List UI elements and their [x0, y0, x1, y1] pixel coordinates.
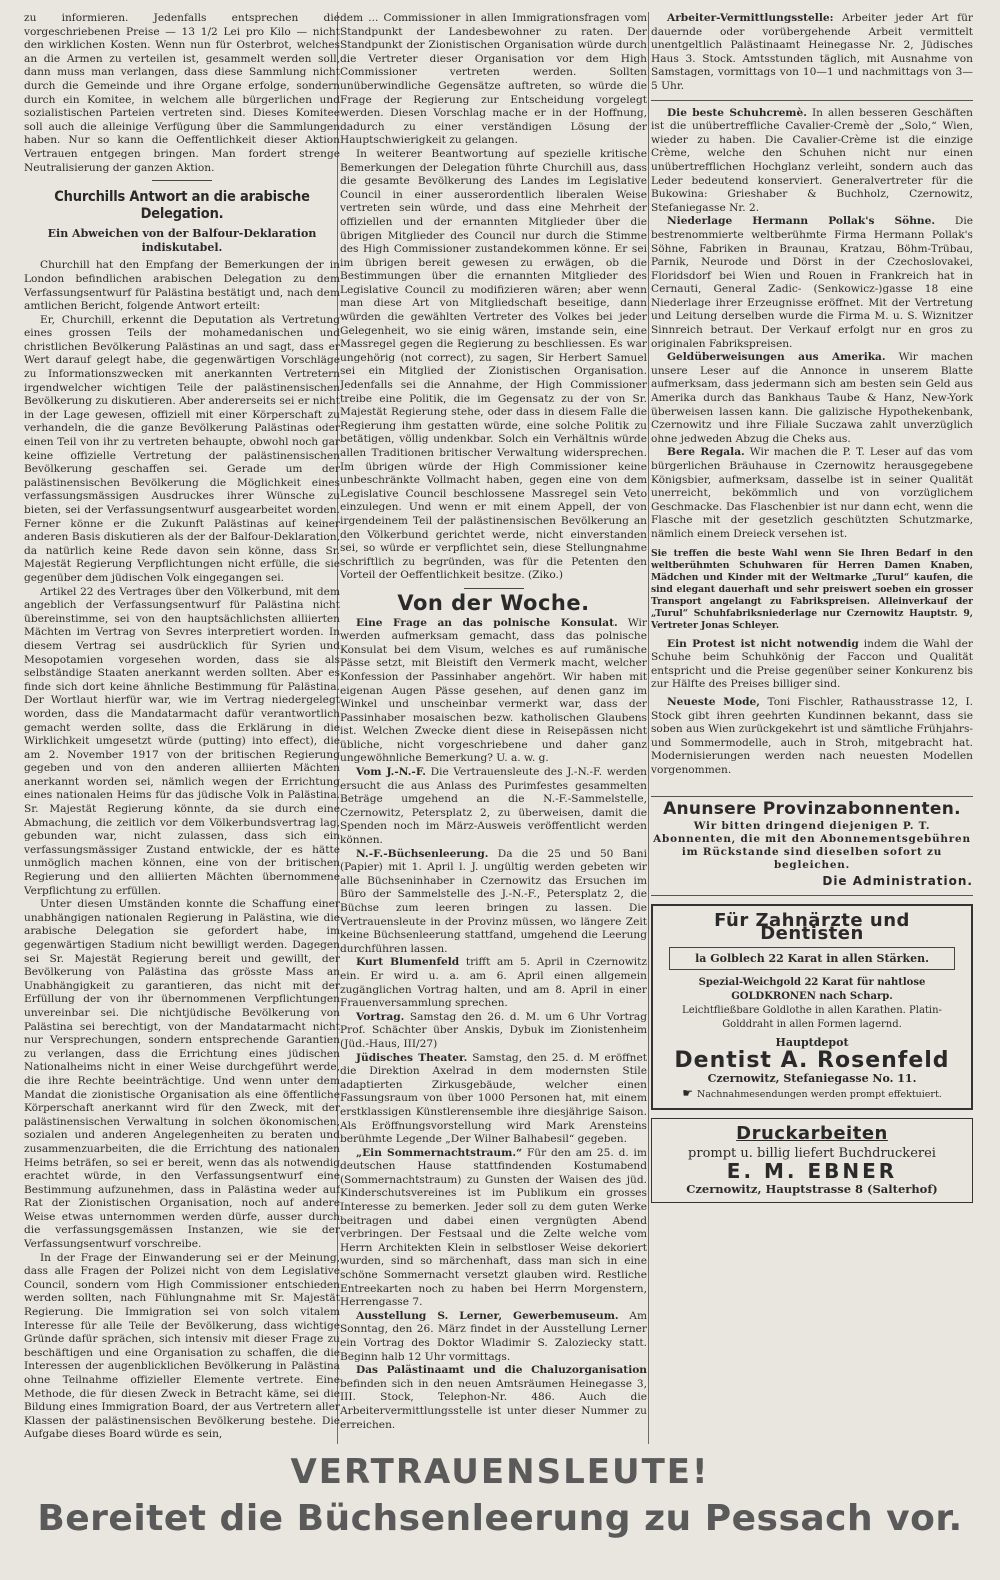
notice-kicker: Ein Protest ist nicht notwendig: [667, 637, 859, 650]
druck-ad-line: prompt u. billig liefert Buchdruckerei: [688, 1145, 936, 1161]
druck-ad: [651, 1118, 973, 1203]
dentist-ad-gold: la Golblech 22 Karat in allen Stärken.: [669, 947, 955, 971]
dentist-ad-spezial: Spezial-Weichgold 22 Karat für nahtlose GOLDKRONEN nach Scharp.: [698, 977, 926, 1003]
article-paragraph: Artikel 22 des Vertrages über den Völkerbund, mit dem angeblich der Verfassungsentwurf für Palästina nicht übereinstimme, sei von den hauptsächlichsten alliierten Mächten im Vertrag von Sevres interpretiert worden. In diesem Vertrag sei ausdrücklich für Syrien und Mesopotamien vorgesehen worden, dass sie als selbständige Staaten anerkannt werden sollten. Aber es finde sich dort keine ähnliche Bestimmung für Palästina. Der Wortlaut hierfür war, wie im Vertrag niedergelegt worden, dass die Mandatarmacht dafür verantwortlich gemacht werden sollte, dass die Erklärung in die Wirklichkeit umgesetzt würde (putting) into effect), die am 2. November 1917 von der britischen Regierung gegeben und von den anderen alliierten Mächten anerkannt worden sei, nämlich wegen der Errichtung eines nationalen Heims für das jüdische Volk in Palästina. Sr. Majestät Regierung könnte, da sie durch eine Abmachung, die zeitlich vor dem Völkerbundsvertrag lag, gebunden war, nicht zulassen, dass sich ein verfassungsmässiger Zustand entwickle, der es hätte unmöglich machen können, eine von der britischen Regierung und den alliierten Mächten übernommene Verpflichtung zu erfüllen.: [24, 585, 340, 897]
dentist-ad-title: Für Zahnärzte und Dentisten: [714, 909, 910, 945]
provinz-title: Anunsere Provinzabonnenten.: [663, 798, 961, 819]
dentist-ad-address: Czernowitz, Stefaniegasse No. 11.: [707, 1072, 917, 1086]
column-2: [340, 12, 647, 1442]
news-item: Vortrag. Samstag den 26. d. M. um 6 Uhr Vortrag Prof. Schächter über Anskis, Dybuk im Zionistenheim (Jüd.-Haus, III/27): [340, 1010, 647, 1050]
news-kicker: „Ein Sommernachtstraum.“: [356, 1146, 523, 1159]
article-paragraph: dem ... Commissioner in allen Immigrationsfragen vom Standpunkt der Landesbewohner zu raten. Der Standpunkt der Zionistischen Organisation würde durch die Vertreter dieser Organisation vor dem High Commissioner vertreten werden. Sollten unüberwindliche Gegensätze auftreten, so würde die Frage der Regierung zur Entscheidung vorgelegt werden. Diesen Vorschlag mache er in der Hoffnung, dadurch zu einer verständigen Lösung der Hauptschwierigkeit zu gelangen.: [340, 12, 647, 147]
druck-ad-name: E. M. EBNER: [726, 1158, 898, 1183]
dentist-ad-name: Dentist A. Rosenfeld: [674, 1048, 950, 1074]
provinz-body: Wir bitten dringend diejenigen P. T. Abonnenten, die mit den Abonnementsgebühren im Rückstande sind dieselben sofort zu begleichen.: [653, 820, 971, 872]
notice-kicker: Geldüberweisungen aus Amerika.: [667, 351, 886, 364]
news-item: „Ein Sommernachtstraum.“ Für den am 25. d. im deutschen Hause stattfindenden Kostumabend (Sommernachtstraum) zu Gunsten der Waisen des jüd. Kinderschutsvereines ist im Publikum ein grosses Interesse zu bemerken. Jeder soll zu dem guten Werke beitragen und dabei einen vergnügten Abend verbringen. Der Festsaal und die Zelte welche vom Herrn Architekten Klein in selbstloser Weise dekoriert wurden, sind so märchenhaft, dass man sich in eine schöne Sommernacht versetzt glauben wird. Restliche Entreekarten noch zu haben bei Herrn Morgenstern, Herrengasse 7.: [340, 1146, 647, 1309]
column-1: [24, 12, 340, 1442]
notice-item: Geldüberweisungen aus Amerika. Wir machen unsere Leser auf die Annonce in unserem Blatte aufmerksam, dass jedermann sich am besten sein Geld aus Amerika durch das Bankhaus Taube & Hanz, New-York überweisen lassen kann. Die galizische Hypothekenbank, Czernowitz und ihre Filiale Suczawa zahlt unverzüglich ohne jedweden Abzug die Cheks aus.: [651, 351, 973, 445]
notice-item: Ein Protest ist nicht notwendig indem die Wahl der Schuhe beim Schuhkönig der Faccon und Qualität entspricht und die Preise gegenüber seiner Konkurenz bis zur Hälfte des Preises billiger sind.: [651, 637, 973, 691]
druck-ad-address: Czernowitz, Hauptstrasse 8 (Salterhof): [686, 1182, 938, 1197]
news-kicker: Ausstellung S. Lerner, Gewerbemuseum.: [356, 1309, 619, 1322]
notice-kicker: Die beste Schuhcremè.: [667, 106, 807, 119]
news-kicker: Eine Frage an das polnische Konsulat.: [356, 616, 618, 629]
druck-ad-title: Druckarbeiten: [736, 1123, 888, 1145]
news-kicker: Vom J.-N.-F.: [356, 766, 426, 779]
notice-item: Die beste Schuhcremè. In allen besseren Geschäften ist die unübertreffliche Cavalier-Cremè der „Solo,“ Wien, wieder zu haben. Die Cavalier-Crème ist die einzige Crème, welche den Schuhen nicht nur einen unübertrefflichen Hochglanz verleiht, sondern auch das Leder bedeutend konserviert. Generalvertreter für die Bukowina: Grieshaber & Buchholz, Czernowitz, Stefaniegasse Nr. 2.: [651, 106, 973, 214]
article-paragraph: Er, Churchill, erkennt die Deputation als Vertretung eines grossen Teils der mohamedanischen und christlichen Bevölkerung Palästinas an und sagt, dass er Wert darauf gelegt habe, die gegenwärtigen Vorschläge zu Informationszwecken mit anerkannten Vertretern irgendwelcher wichtigen Teile der palästinensischen Bevölkerung zu diskutieren. Aber andererseits sei er nicht in der Lage gewesen, offiziell mit einer Körperschaft zu verhandeln, die die ganze Bevölkerung Palästinas oder einen Teil von ihr zu vertreten behaupte, obwohl noch gar keine offizielle Vertretung der palästinensischen Bevölkerung geschaffen sei. Gerade um der palästinensischen Bevölkerung die Möglichkeit eines verfassungsmässigen Ausdruckes ihrer Wünsche zu bieten, sei der Verfassungsentwurf ausgearbeitet worden. Ferner könne er die Zukunft Palästinas auf keiner anderen Basis diskutieren als der der Balfour-Deklaration, da natürlich keine Rede davon sein könne, dass Sr. Majestät Regierung Verpflichtungen nicht erfülle, die sie gegenüber dem jüdischen Volk eingegangen sei.: [24, 313, 340, 584]
news-item: N.-F.-Büchsenleerung. Da die 25 und 50 Bani (Papier) mit 1. April l. J. ungültig werden gebeten wir alle Büchseninhaber in Czernowitz das Ersuchen im Büro der Sammelstelle des J.-N.-F., Petersplatz 2, die Büchse zum leeren bringen zu lassen. Die Vertrauensleute in der Provinz müssen, wo längere Zeit keine Büchsenleerung stattfand, umgehend die Leerung durchführen lassen.: [340, 847, 647, 955]
article-paragraph: Unter diesen Umständen konnte die Schaffung einer unabhängigen nationalen Regierung in Palästina, wie die arabische Delegation sie gefordert habe, im gegenwärtigen Stadium nicht bewilligt werden. Dagegen sei Sr. Majestät Regierung bereit und gewillt, der Bevölkerung von Palästina das grösste Mass an Unabhängigkeit zu garantieren, das nicht mit der Erfüllung der von ihr übernommenen Verpflichtungen unvereinbar sei. Die nichtjüdische Bevölkerung von Palästina sei berechtigt, von der Mandatarmacht nicht nur Versprechungen, sondern entsprechende Garantien zu verlangen, dass die Errichtung eines jüdischen Nationalheims nicht in einer Weise durchgeführt werde, die ihre Rechte beeinträchtige. Und wenn unter dem Mandat die zionistische Organisation als eine öffentliche Körperschaft anerkannt wird für den Zweck, mit der palästinensischen Verwaltung in solchen ökonomischen, sozialen und anderen Angelegenheiten zu beraten und zusammenzuarbeiten, die die Errichtung des nationalen Heims beträfen, so sei er bereit, wenn das als notwendig erachtet würde, in den Verfassungsentwurf eine Bestimmung aufzunehmen, dass in Palästina weder auf Rat der Zionistischen Organisation, noch auf andere Weise etwas unternommen werden dürfe, ausser durch die verfassungsgemässen Instanzen, wie sie der Verfassungsentwurf vorschreibe.: [24, 898, 340, 1251]
news-item: Das Palästinaamt und die Chaluzorganisation befinden sich in den neuen Amtsräumen Heinegasse 3, III. Stock, Telephon-Nr. 486. Auch die Arbeitervermittlungsstelle ist unter dieser Nummer zu erreichen.: [340, 1364, 647, 1431]
separator: [152, 180, 212, 181]
news-kicker: Vortrag.: [356, 1010, 405, 1023]
footer-banner-line2: Bereitet die Büchsenleerung zu Pessach vor.: [37, 1498, 963, 1539]
article-paragraph: In der Frage der Einwanderung sei er der Meinung, dass alle Fragen der Polizei nicht von dem Legislative Council, sondern vom High Commissioner entschieden werden sollten, nach Fühlungnahme mit Sr. Majestät Regierung. Die Immigration sei von solch vitalem Interesse für alle Teile der Bevölkerung, dass wichtige Gründe dafür sprächen, sich intensiv mit dieser Frage zu beschäftigen und eine Organisation zu schaffen, die die Interessen der augenblicklichen Bevölkerung in Palästina ohne Teilnahme offizieller Elemente vertrete. Eine Methode, die für diesen Zweck in Betracht käme, sei die Bildung eines Immigration Board, der aus Vertretern aller Klassen der palästinensischen Bevölkerung bestehe. Die Aufgabe dieses Board würde es sein,: [24, 1251, 340, 1441]
churchill-headline: Churchills Antwort an die arabische Delegation.: [54, 189, 310, 223]
churchill-subhead: Ein Abweichen von der Balfour-Deklaration indiskutabel.: [47, 227, 317, 254]
news-item: Kurt Blumenfeld trifft am 5. April in Czernowitz ein. Er wird u. a. am 6. April einen allgemein zugänglichen Vortrag halten, und am 8. April in einer Frauenversammlung sprechen.: [340, 956, 647, 1010]
notice-kicker: Bere Regala.: [667, 446, 745, 459]
news-kicker: Das Palästinaamt und die Chaluzorganisation: [356, 1364, 647, 1377]
news-item: Jüdisches Theater. Samstag, den 25. d. M eröffnet die Direktion Axelrad in dem modernsten Stile adaptierten Zirkusgebäude, welcher einen Fassungsraum von über 1000 Personen hat, mit einem erstklassigen Künstlerensemble ihre diesjährige Saison. Als Eröffnungsvorstellung wird Mark Arensteins berühmte Legende „Der Wilner Balhabesil“ gegeben.: [340, 1051, 647, 1146]
news-item: Ausstellung S. Lerner, Gewerbemuseum. Am Sonntag, den 26. März findet in der Ausstellung Lerner ein Vortrag des Doktor Wladimir S. Zaloziecky statt. Beginn halb 12 Uhr vormittags.: [340, 1309, 647, 1363]
dentist-ad: [651, 904, 973, 1110]
turul-ad: Sie treffen die beste Wahl wenn Sie Ihren Bedarf in den weltberühmten Schuhwaren für Herren Damen Knaben, Mädchen und Kinder mit der Weltmarke „Turul“ kaufen, die sind elegant dauerhaft und sehr preiswert soeben ein grosser Transport angelangt zu Fabrikspreisen. Alleinverkauf der „Turul“ Schuhfabriksniederlage nur Czernowitz Hauptstr. 9, Vertreter Jonas Schleyer.: [651, 547, 973, 631]
separator: [651, 100, 973, 101]
column-divider: [648, 12, 649, 1444]
dentist-ad-depot: Hauptdepot: [775, 1036, 849, 1050]
intro-paragraph: zu informieren. Jedenfalls entsprechen die vorgeschriebenen Preise — 13 1/2 Lei pro Kilo — nicht den wirklichen Kosten. Wenn nun für Osterbrot, welches an die Armen zu verteilen ist, gesammelt werden soll, dann muss man verlangen, dass diese Sammlung nicht durch die Gemeinde und ihre Organe erfolge, sondern durch ein Komitee, in welchem alle bürgerlichen und sozialistischen Parteien vertreten sind. Dieses Komitee soll auch die alleinige Verfügung über die Sammlungen haben. Nur so kann die Oeffentlichkeit dieser Aktion Vertrauen entgegen bringen. Man fordert strenge Neutralisierung der ganzen Aktion.: [24, 12, 340, 174]
provinz-signature: Die Administration.: [822, 874, 973, 889]
notice-kicker: Arbeiter-Vermittlungsstelle:: [667, 12, 834, 24]
separator: [651, 895, 973, 896]
pointing-hand-icon: ☛: [682, 1086, 693, 1101]
notice-item: Arbeiter-Vermittlungsstelle: Arbeiter jeder Art für dauernde oder vorübergehende Arbeit vermittelt unentgeltlich Palästinaamt Heinegasse Nr. 2, Jüdisches Haus 3. Stock. Amtsstunden täglich, mit Ausnahme von Samstagen, vormittags von 10—1 und nachmittags von 3—5 Uhr.: [651, 12, 973, 92]
news-kicker: Jüdisches Theater.: [356, 1051, 468, 1064]
section-title-woche: Von der Woche.: [397, 590, 590, 615]
footer-banner-line1: VERTRAUENSLEUTE!: [290, 1452, 710, 1492]
news-item: Eine Frage an das polnische Konsulat. Wir werden aufmerksam gemacht, dass das polnische Konsulat bei dem Visum, welches es auf rumänische Pässe setzt, mit Bleistift den Vermerk macht, welcher Konfession der Passinhaber angehört. Wir haben mit eigenan Augen Pässe gesehen, auf denen ganz im Winkel und unscheinbar vermerkt war, dass der Passinhaber mosaischen bezw. katholischen Glaubens ist. Welchen Zwecke dient diese in Reisepässen nicht übliche, nicht vorgeschriebene und daher ganz ungewöhnliche Bemerkung? U. a. w. g.: [340, 616, 647, 765]
separator: [464, 588, 524, 589]
news-kicker: Kurt Blumenfeld: [356, 956, 460, 969]
notice-kicker: Niederlage Hermann Pollak's Söhne.: [667, 215, 936, 228]
article-paragraph: Churchill hat den Empfang der Bemerkungen der in London befindlichen arabischen Delegation zu dem Verfassungsentwurf für Palästina bestätigt und, nach dem amtlichen Bericht, folgende Antwort erteilt:: [24, 259, 340, 313]
article-paragraph: In weiterer Beantwortung auf spezielle kritische Bemerkungen der Delegation führte Churchill aus, dass die gesamte Bevölkerung des Landes im Legislative Council in einer ausserordentlich liberalen Weise vertreten sein würde, und dass eine Mehrheit der offiziellen und der ernannten Mitglieder über die übrigen Mitglieder des Council nur durch die Stimme des High Commissioner zustandekommen könne. Er sei im übrigen bereit gewesen zu erwägen, ob die Bestimmungen über die ernannten Mitglieder des Legislative Council zu modifizieren wären; aber wenn man diese Art von Mitgliedschaft beseitige, dann würden die gewählten Vertreter des Volkes bei jeder Gelegenheit, wo sie einig wären, imstande sein, eine Massregel gegen die Regierung zu beschliessen. Es war ungehörig (not correct), zu sagen, Sir Herbert Samuel sei ein Mitglied der Zionistischen Organisation. Jedenfalls sei die Annahme, der High Commissioner treibe eine Politik, die im Gegensatz zu der von Sr. Majestät Regierung stehe, oder dass in diesem Falle die Regierung ihm gestatten würde, eine solche Politik zu betätigen, völlig undenkbar. Solch ein Verhältnis würde allen Traditionen britischer Verwaltung widersprechen. Im übrigen würde der High Commissioner keine unbeschränkte Vollmacht haben, gegen eine von dem Legislative Council beschlossene Massregel sein Veto einzulegen. Und wenn er mit einem Appell, der von irgendeinem Teil der palästinensischen Bevölkerung an den Völkerbund gerichtet werde, nicht einverstanden sei, so würde er verpflichtet sein, diese Stellungnahme schriftlich zu begründen, was für die Petenten den Vorteil der Oeffentlichkeit besitze. (Ziko.): [340, 147, 647, 582]
dentist-ad-lothe: Leichtfließbare Goldlothe in allen Karathen. Platin- Golddraht in allen Formen lagernd.: [682, 1005, 942, 1031]
dentist-ad-nachnahme: Nachnahmesendungen werden prompt effektuiert.: [696, 1089, 942, 1101]
column-3: [651, 12, 973, 1442]
notice-item: Niederlage Hermann Pollak's Söhne. Die bestrenommierte weltberühmte Firma Hermann Pollak's Söhne, Fabriken in Braunau, Kratzau, Böhm-Trübau, Parnik, Neurode und Dörst in der Czechoslovakei, Floridsdorf bei Wien und Rouen in Frankreich hat in Cernauti, General Zadic- (Senkowicz-)gasse 18 eine Niederlage ihrer Erzeugnisse eröffnet. Mit der Vertretung und Leitung derselben wurde die Firma M. u. S. Wiznitzer Sinnreich betraut. Der Verkauf erfolgt nur en gros zu originalen Fabrikspreisen.: [651, 215, 973, 350]
news-kicker: N.-F.-Büchsenleerung.: [356, 847, 489, 860]
notice-item: Bere Regala. Wir machen die P. T. Leser auf das vom bürgerlichen Bräuhause in Czernowitz herausgegebene Königsbier, aufmerksam, dasselbe ist in seiner Qualität unerreicht, bekömmlich und von vorzüglichem Geschmacke. Das Flaschenbier ist nur dann echt, wenn die Flasche mit der gesetzlich geschützten Schutzmarke, nämlich einem Dreieck versehen ist.: [651, 446, 973, 540]
news-item: Vom J.-N.-F. Die Vertrauensleute des J.-N.-F. werden ersucht die aus Anlass des Purimfestes gesammelten Beträge umgehend an die N.-F.-Sammelstelle, Czernowitz, Petersplatz 2, zu überweisen, damit die Spenden noch im März-Ausweis veröffentlicht werden können.: [340, 766, 647, 847]
separator: [651, 796, 973, 797]
notice-kicker: Neueste Mode,: [667, 695, 760, 708]
notice-item: Neueste Mode, Toni Fischler, Rathausstrasse 12, I. Stock gibt ihren geehrten Kundinnen bekannt, dass sie soben aus Wien zurückgekehrt ist und sämtliche Frühjahrs- und Sommermodelle, auch in Stroh, mitgebracht hat. Modernisierungen werden nach neuesten Modellen vorgenommen.: [651, 695, 973, 776]
